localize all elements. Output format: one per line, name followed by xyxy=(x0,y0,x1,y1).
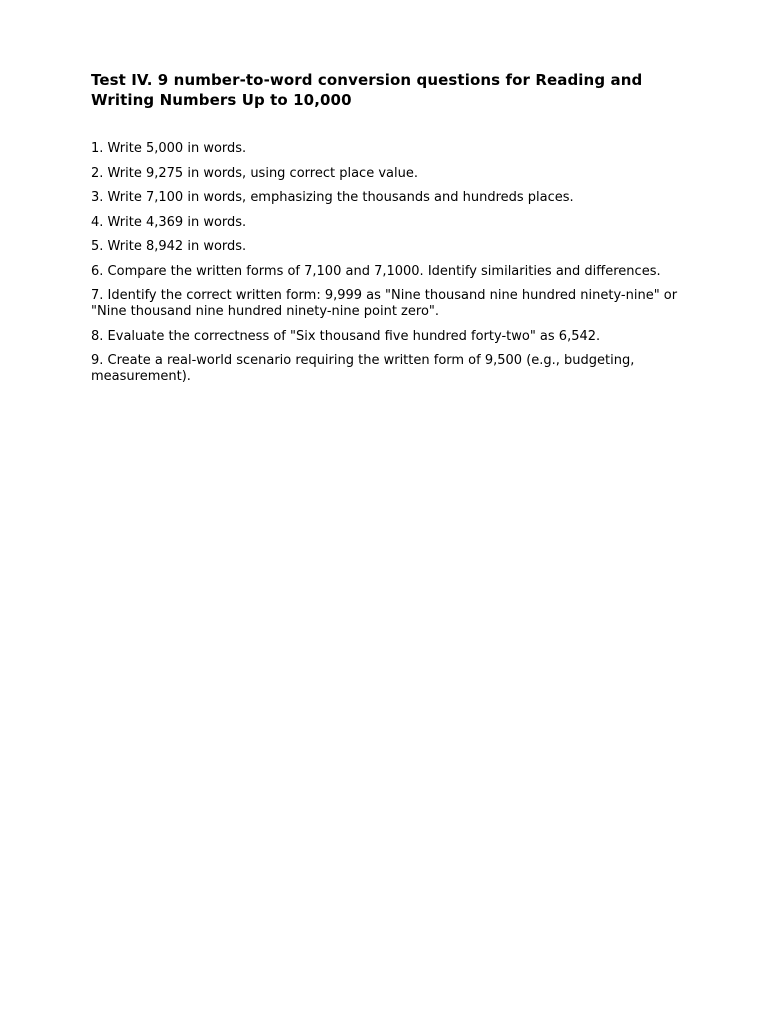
question-item-5: 5. Write 8,942 in words. xyxy=(91,239,247,254)
question-item-4: 4. Write 4,369 in words. xyxy=(91,214,247,230)
document-title: Test IV. 9 number-to-word conversion questions for Reading and Writing Numbers Up to 10,000 xyxy=(91,71,643,109)
question-item-3: 3. Write 7,100 in words, emphasizing the thousands and hundreds places. xyxy=(91,190,574,205)
question-list xyxy=(91,141,681,394)
question-item-2: 2. Write 9,275 in words, using correct place value. xyxy=(91,165,418,181)
question-item-1: 1. Write 5,000 in words. xyxy=(91,141,247,156)
question-item-9: 9. Create a real-world scenario requiring the written form of 9,500 (e.g., budgeting, measurement). xyxy=(91,353,635,384)
question-item-8: 8. Evaluate the correctness of "Six thousand five hundred forty-two" as 6,542. xyxy=(91,328,601,344)
question-item-7: 7. Identify the correct written form: 9,999 as "Nine thousand nine hundred ninety-nine" or "Nine thousand nine hundred ninety-nine point zero". xyxy=(91,288,678,319)
question-item-6: 6. Compare the written forms of 7,100 and 7,1000. Identify similarities and differences. xyxy=(91,263,661,279)
document-body xyxy=(91,70,681,384)
